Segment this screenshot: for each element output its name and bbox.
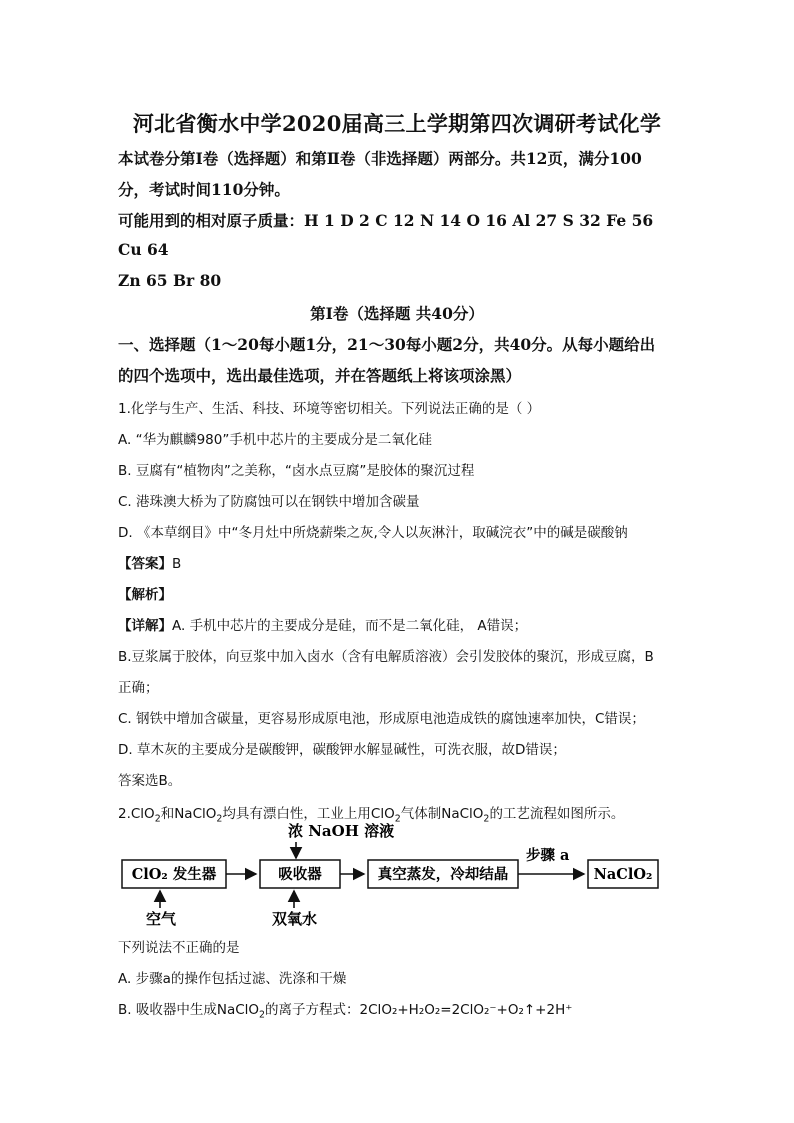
q2-stem: 2.ClO$_2$和NaClO$_2$均具有漂白性，工业上用ClO$_2$气体制NaClO$_2$的工艺流程如图所示。: [118, 806, 625, 825]
q1-option-a: A. “华为麒麟980”手机中芯片的主要成分是二氧化硅: [118, 432, 432, 448]
flow-box-crystallize-label: 真空蒸发，冷却结晶: [377, 866, 509, 883]
atomic-mass-line-3: Zn 65 Br 80: [118, 271, 222, 290]
q2-option-a: A. 步骤a的操作包括过滤、洗涤和干燥: [118, 971, 347, 987]
atomic-mass-line-1: 可能用到的相对原子质量：H 1 D 2 C 12 N 14 O 16 Al 27 S 32 Fe 56: [118, 211, 654, 230]
q1-analysis-tag: 【解析】: [118, 587, 172, 603]
detail-tag: 【详解】: [118, 618, 172, 634]
q1-detail-b2: 正确；: [118, 680, 159, 696]
q1-conclusion: 答案选B。: [118, 773, 182, 789]
flow-input-peroxide: 双氧水: [272, 910, 318, 928]
atomic-mass-line-2: Cu 64: [118, 240, 169, 259]
q2-question: 下列说法不正确的是: [118, 940, 240, 956]
q1-answer: [118, 552, 181, 572]
section-title: 第Ⅰ卷（选择题 共40分）: [310, 304, 484, 323]
flow-step-label: 步骤 a: [526, 847, 570, 864]
q1-detail-a: [118, 614, 527, 634]
q1-option-b: B. 豆腐有“植物肉”之美称，“卤水点豆腐”是胶体的聚沉过程: [118, 463, 475, 479]
page-title: 河北省衡水中学2020届高三上学期第四次调研考试化学: [132, 111, 662, 136]
q1-stem: 1.化学与生产、生活、科技、环境等密切相关。下列说法正确的是（ ）: [118, 401, 541, 417]
flow-top-input: 浓 NaOH 溶液: [288, 822, 395, 840]
q1-option-c: C. 港珠澳大桥为了防腐蚀可以在钢铁中增加含碳量: [118, 494, 420, 510]
q1-detail-d: D. 草木灰的主要成分是碳酸钾，碳酸钾水解显碱性，可洗衣服，故D错误；: [118, 742, 566, 758]
flow-box-product-label: NaClO₂: [593, 866, 653, 883]
part-instructions-2: 的四个选项中，选出最佳选项，并在答题纸上将该项涂黑）: [118, 366, 522, 385]
flow-box-absorber-label: 吸收器: [278, 866, 322, 883]
detail-a-text: A. 手机中芯片的主要成分是硅，而不是二氧化硅， A错误；: [172, 618, 528, 634]
flow-input-air: 空气: [146, 910, 177, 928]
answer-tag: 【答案】: [118, 556, 172, 572]
process-flow-diagram: [118, 818, 678, 928]
intro-line-2: 分，考试时间110分钟。: [118, 180, 290, 199]
q1-detail-b1: B.豆浆属于胶体，向豆浆中加入卤水（含有电解质溶液）会引发胶体的聚沉，形成豆腐，B: [118, 649, 654, 665]
q2-option-b: B. 吸收器中生成NaClO$_2$的离子方程式：2ClO₂+H₂O₂=2ClO₂⁻+O₂↑+2H⁺: [118, 1002, 573, 1021]
q1-option-d: D. 《本草纲目》中“冬月灶中所烧薪柴之灰,令人以灰淋汁，取碱浣衣”中的碱是碳酸钠: [118, 525, 628, 541]
part-instructions-1: 一、选择题（1～20每小题1分，21～30每小题2分，共40分。从每小题给出: [118, 335, 656, 354]
answer-value: B: [172, 556, 182, 572]
flow-box-generator-label: ClO₂ 发生器: [131, 866, 217, 883]
q1-detail-c: C. 钢铁中增加含碳量，更容易形成原电池，形成原电池造成铁的腐蚀速率加快，C错误；: [118, 711, 645, 727]
intro-line-1: 本试卷分第Ⅰ卷（选择题）和第Ⅱ卷（非选择题）两部分。共12页，满分100: [118, 149, 642, 168]
